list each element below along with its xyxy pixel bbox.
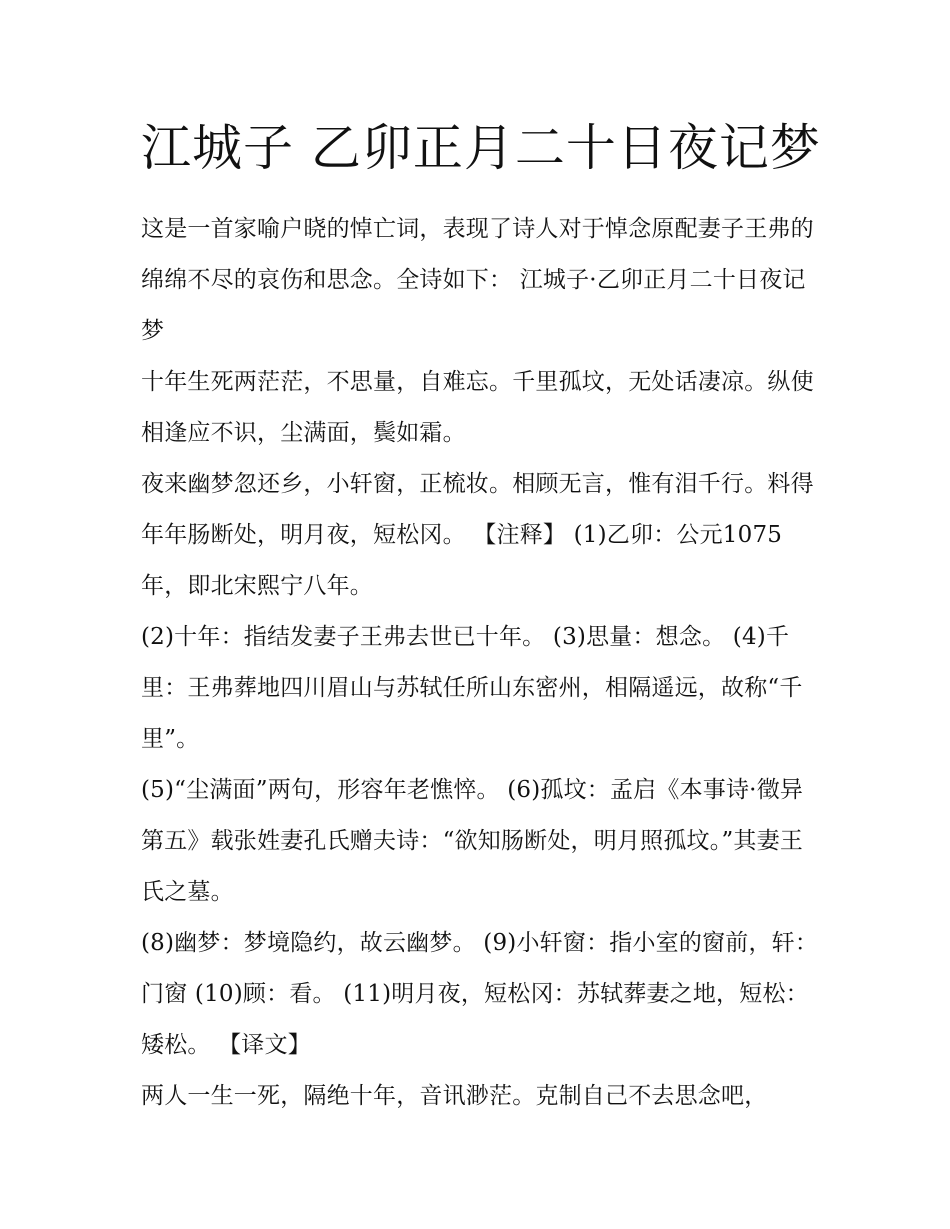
paragraph-notes-1: (2)十年：指结发妻子王弗去世已十年。 (3)思量：想念。 (4)千里：王弗葬地四川眉山与苏轼任所山东密州，相隔遥远，故称“千里”。 <box>141 624 803 752</box>
paragraph-translation: 两人一生一死，隔绝十年，音讯渺茫。克制自己不去思念吧， <box>141 1083 768 1109</box>
document-page <box>141 112 821 1122</box>
page-title: 江城子 乙卯正月二十日夜记梦 <box>141 119 821 177</box>
paragraph-notes-2: (5)“尘满面”两句，形容年老憔悴。 (6)孤坟：孟启《本事诗·徵异第五》载张姓妻孔氏赠夫诗：“欲知肠断处，明月照孤坟。”其妻王氏之墓。 <box>141 777 804 905</box>
title-spacer <box>141 192 821 204</box>
paragraph-poem-stanza-2: 夜来幽梦忽还乡，小轩窗，正梳妆。相顾无言，惟有泪千行。料得年年肠断处，明月夜，短松冈。 【注释】 (1)乙卯：公元1075年，即北宋熙宁八年。 <box>141 471 814 599</box>
paragraph-notes-3: (8)幽梦：梦境隐约，故云幽梦。 (9)小轩窗：指小室的窗前，轩：门窗 (10)顾：看。 (11)明月夜，短松冈：苏轼葬妻之地，短松：矮松。 【译文】 <box>141 930 819 1058</box>
paragraph-poem-stanza-1: 十年生死两茫茫，不思量，自难忘。千里孤坟，无处话凄凉。纵使相逢应不识，尘满面，鬓如霜。 <box>141 369 814 446</box>
paragraph-intro: 这是一首家喻户晓的悼亡词，表现了诗人对于悼念原配妻子王弗的绵绵不尽的哀伤和思念。全诗如下： 江城子·乙卯正月二十日夜记梦 <box>141 216 814 344</box>
